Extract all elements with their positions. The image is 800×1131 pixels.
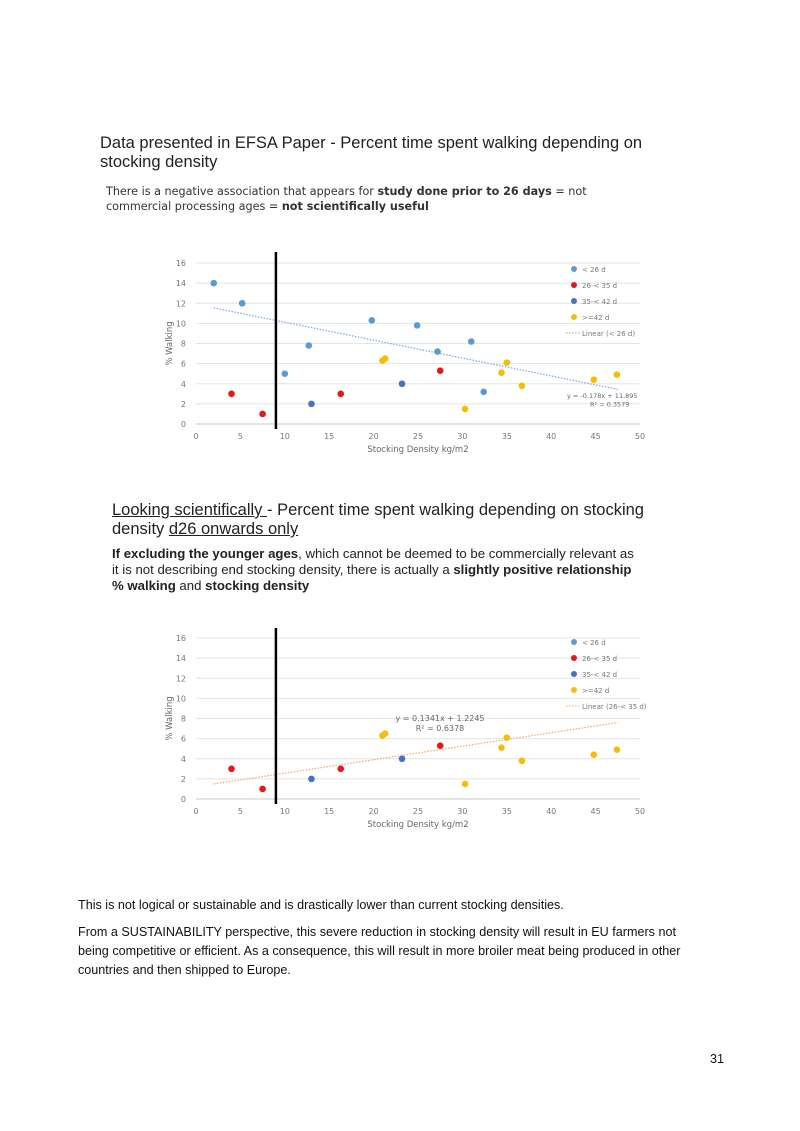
body-paragraph-2 [78, 923, 728, 980]
y-tick-label: 16 [175, 634, 186, 643]
x-tick-label: 35 [501, 807, 512, 816]
y-axis-label: % Walking [165, 321, 175, 366]
x-tick-label: 5 [237, 432, 243, 441]
page-number: 31 [709, 1052, 724, 1066]
body-paragraph-2-line1: From a SUSTAINABILITY perspective, this severe reduction in stocking density will result in EU farmers not [78, 925, 676, 939]
x-tick-label: 25 [412, 432, 424, 441]
legend-label: 26-< 35 d [582, 282, 618, 290]
chart-2-container [160, 628, 660, 843]
y-tick-label: 8 [180, 714, 186, 724]
body-paragraph-2-line3: countries and then shipped to Europe. [78, 963, 291, 977]
y-tick-label: 14 [175, 654, 186, 664]
legend-marker [571, 639, 577, 645]
trend-equation: y = 0.1341x + 1.2245 [395, 714, 485, 723]
data-point [591, 751, 598, 758]
data-point [399, 380, 406, 387]
y-tick-label: 4 [180, 379, 186, 389]
para-bold: If excluding the younger ages [112, 546, 299, 561]
chart-1-container [160, 252, 660, 467]
data-point [308, 401, 315, 408]
data-point [282, 370, 289, 377]
x-tick-label: 5 [237, 807, 243, 816]
data-point [382, 355, 389, 362]
y-tick-label: 10 [175, 694, 186, 704]
section2-title-line2-underlined: d26 onwards only [168, 520, 299, 538]
x-tick-label: 10 [279, 807, 290, 816]
trend-r2: R² = 0.6378 [415, 724, 465, 733]
legend-marker [571, 671, 577, 677]
section1-note [106, 184, 706, 214]
legend-marker [571, 687, 577, 693]
x-tick-label: 15 [324, 432, 335, 441]
data-point [468, 338, 475, 345]
legend-trend-label: Linear (26-< 35 d) [582, 703, 647, 711]
y-tick-label: 6 [180, 359, 186, 369]
section2-paragraph [112, 546, 732, 594]
data-point [399, 755, 406, 762]
section2-title-underlined: Looking scientifically [112, 501, 267, 519]
para-bold: slightly positive relationship [453, 562, 632, 577]
data-point [210, 280, 217, 287]
legend-label: < 26 d [582, 266, 606, 274]
data-point [337, 391, 344, 398]
body-paragraph-2-line2: being competitive or efficient. As a consequence, this will result in more broiler meat being produced in other [78, 944, 681, 958]
note-bold: not scientifically useful [281, 200, 429, 213]
trendline [214, 308, 618, 389]
y-tick-label: 2 [180, 774, 186, 784]
data-point [519, 382, 526, 389]
x-axis-label: Stocking Density kg/m2 [367, 445, 469, 455]
para-text: and [175, 578, 206, 593]
legend-marker [571, 655, 577, 661]
legend-label: 35-< 42 d [582, 671, 618, 679]
para-bold: % walking [112, 578, 176, 593]
trend-r2: R² = 0.3579 [590, 400, 630, 409]
data-point [614, 371, 621, 378]
section1-title-line1: Data presented in EFSA Paper - Percent time spent walking depending on [100, 134, 643, 152]
x-tick-label: 40 [546, 432, 557, 441]
section1-title [100, 134, 700, 172]
data-point [239, 300, 246, 307]
data-point [614, 746, 621, 753]
legend-marker [571, 298, 577, 304]
data-point [382, 730, 389, 737]
legend-label: 26-< 35 d [582, 655, 618, 663]
trend-equation: y = -0.178x + 11.895 [567, 392, 638, 400]
data-point [498, 369, 505, 376]
x-tick-label: 10 [279, 432, 290, 441]
data-point [591, 376, 598, 383]
data-point [434, 348, 441, 355]
y-tick-label: 8 [180, 339, 186, 349]
para-text: , which cannot be deemed to be commercially relevant as [298, 546, 634, 561]
y-tick-label: 2 [180, 399, 186, 409]
legend-marker [571, 314, 577, 320]
x-tick-label: 20 [368, 432, 379, 441]
y-tick-label: 10 [175, 319, 186, 329]
data-point [498, 744, 505, 751]
note-text: commercial processing ages = [106, 200, 282, 213]
x-tick-label: 30 [457, 432, 468, 441]
data-point [414, 322, 421, 329]
section2-title-rest: - Percent time spent walking depending on stocking [267, 501, 644, 519]
data-point [504, 734, 511, 741]
x-tick-label: 0 [193, 807, 199, 816]
data-point [228, 766, 235, 773]
data-point [437, 742, 444, 749]
x-tick-label: 50 [634, 807, 646, 816]
para-bold: stocking density [205, 578, 310, 593]
data-point [519, 757, 526, 764]
data-point [305, 342, 312, 349]
legend-label: >=42 d [582, 314, 610, 322]
legend-marker [571, 282, 577, 288]
data-point [369, 317, 376, 324]
y-tick-label: 6 [180, 734, 186, 744]
chart-2 [160, 628, 660, 838]
body-paragraph-1: This is not logical or sustainable and is drastically lower than current stocking densities. [78, 898, 564, 912]
note-bold: study done prior to 26 days [377, 185, 552, 198]
data-point [337, 766, 344, 773]
x-tick-label: 45 [590, 807, 601, 816]
note-text: = not [551, 185, 587, 198]
legend-label: < 26 d [582, 639, 606, 647]
x-tick-label: 45 [590, 432, 601, 441]
x-tick-label: 20 [368, 807, 379, 816]
y-tick-label: 12 [175, 674, 186, 684]
x-tick-label: 50 [634, 432, 646, 441]
legend-label: >=42 d [582, 687, 610, 695]
y-tick-label: 0 [180, 420, 186, 429]
data-point [259, 786, 266, 793]
y-tick-label: 12 [175, 299, 186, 309]
data-point [259, 411, 266, 418]
data-point [308, 776, 315, 783]
note-text: There is a negative association that appears for [106, 185, 378, 198]
section2-title-line2: density [112, 520, 169, 538]
x-axis-label: Stocking Density kg/m2 [367, 820, 469, 830]
para-text: it is not describing end stocking density, there is actually a [112, 562, 454, 577]
section1-title-line2: stocking density [100, 153, 218, 171]
data-point [462, 781, 469, 788]
y-tick-label: 16 [175, 259, 186, 268]
y-tick-label: 14 [175, 279, 186, 289]
chart-1 [160, 252, 660, 462]
data-point [437, 367, 444, 374]
data-point [504, 359, 511, 366]
data-point [228, 391, 235, 398]
data-point [480, 389, 487, 396]
x-tick-label: 0 [193, 432, 199, 441]
x-tick-label: 15 [324, 807, 335, 816]
data-point [462, 406, 469, 413]
x-tick-label: 35 [501, 432, 512, 441]
section2-title [112, 501, 732, 539]
legend-label: 35-< 42 d [582, 298, 618, 306]
y-tick-label: 4 [180, 754, 186, 764]
y-tick-label: 0 [180, 795, 186, 804]
legend-marker [571, 266, 577, 272]
x-tick-label: 30 [457, 807, 468, 816]
x-tick-label: 40 [546, 807, 557, 816]
y-axis-label: % Walking [165, 696, 175, 741]
x-tick-label: 25 [412, 807, 424, 816]
legend-trend-label: Linear (< 26 d) [582, 330, 636, 338]
